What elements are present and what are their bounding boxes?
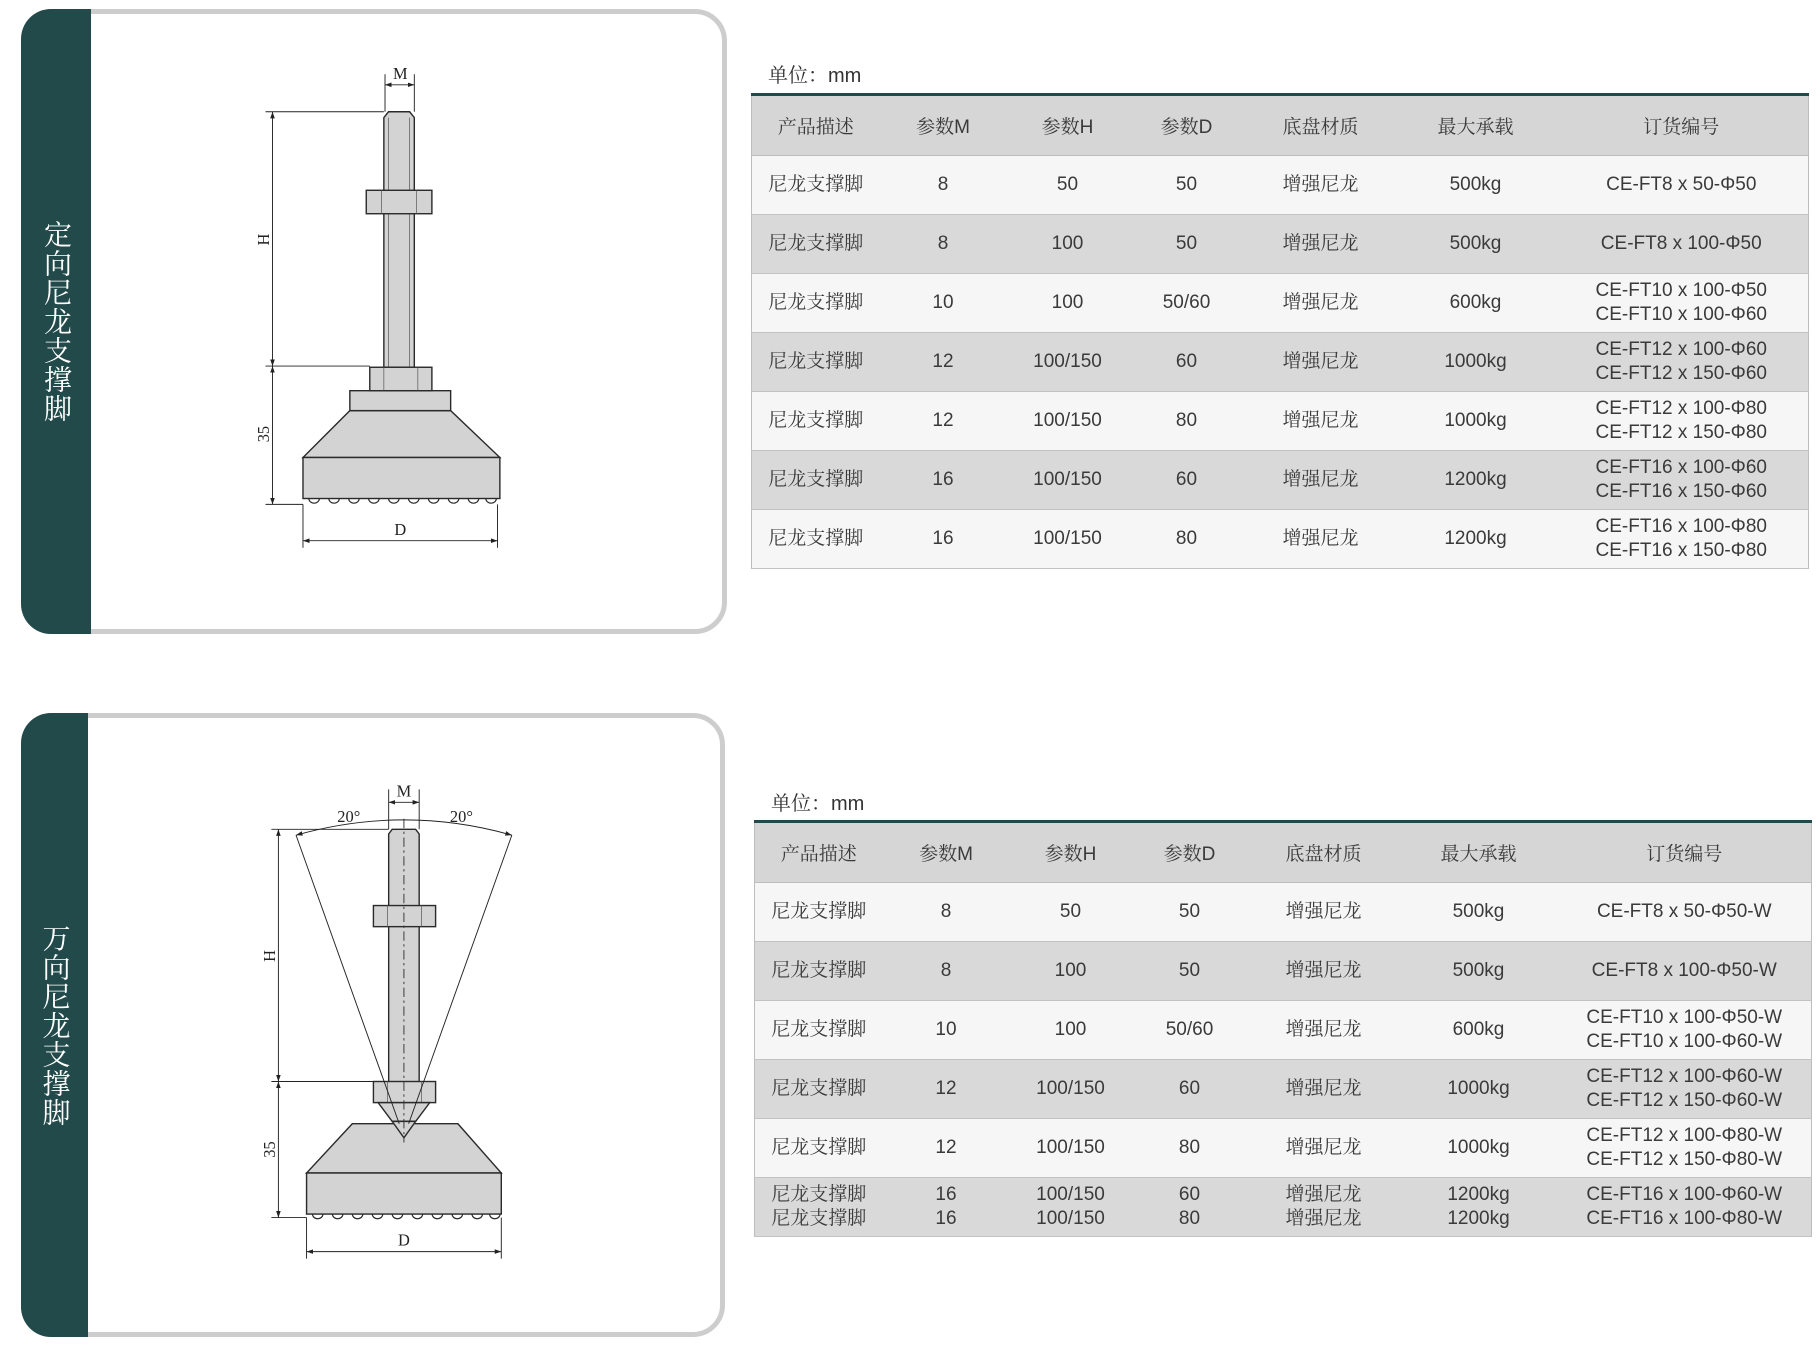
table-row [752, 392, 1809, 451]
cell-line: 1000kg [1447, 1137, 1510, 1158]
cell-line: CE-FT8 x 100-Φ50 [1600, 233, 1762, 254]
cell-product [755, 1178, 883, 1237]
cell-param-d [1129, 274, 1245, 333]
cell-param-m [880, 215, 1007, 274]
cell-line: 50 [1059, 901, 1082, 922]
cell-line: 8 [937, 233, 949, 254]
cell-line: 600kg [1449, 292, 1502, 313]
column-header-max-load: 最大承载 [1397, 95, 1555, 156]
cell-param-h [1010, 1119, 1132, 1178]
cell-line: CE-FT12 x 100-Φ80-W [1586, 1125, 1783, 1146]
cell-line: 8 [940, 960, 952, 981]
table-row [755, 1001, 1812, 1060]
dimension-35 [254, 366, 303, 504]
cell-param-h [1007, 392, 1129, 451]
washer [350, 391, 451, 411]
cell-line: 10 [935, 1019, 957, 1040]
spec-table-swivel [754, 820, 1812, 1237]
table-row [752, 274, 1809, 333]
cell-param-m [880, 451, 1007, 510]
cell-line: CE-FT12 x 150-Φ80 [1595, 422, 1767, 443]
cell-line: 100 [1051, 233, 1084, 254]
cell-line: 50 [1178, 901, 1201, 922]
cell-line: 16 [935, 1208, 957, 1229]
cell-param-m [883, 1178, 1010, 1237]
cell-param-h [1010, 883, 1132, 942]
cell-line: 500kg [1449, 233, 1502, 254]
cell-line: 增强尼龙 [1285, 1019, 1362, 1040]
cell-product [752, 510, 880, 569]
table-row [755, 883, 1812, 942]
cell-product [755, 1060, 883, 1119]
cell-line: 100/150 [1033, 410, 1102, 431]
cell-line: 600kg [1452, 1019, 1505, 1040]
cell-base-material [1245, 215, 1397, 274]
column-header-product: 产品描述 [752, 95, 880, 156]
unit-label: 单位：mm [771, 793, 865, 815]
cell-param-m [883, 1119, 1010, 1178]
cell-line: 尼龙支撑脚 [768, 469, 864, 490]
cell-line: 1000kg [1444, 351, 1507, 372]
cell-base-material [1248, 1119, 1400, 1178]
cell-line: 增强尼龙 [1282, 351, 1359, 372]
cell-param-m [883, 1001, 1010, 1060]
cell-line: CE-FT16 x 100-Φ60-W [1586, 1184, 1783, 1205]
cell-line: 50/60 [1162, 292, 1211, 313]
cell-line: CE-FT10 x 100-Φ60 [1595, 304, 1767, 325]
cell-base-material [1245, 156, 1397, 215]
cell-line: 尼龙支撑脚 [768, 528, 864, 549]
cell-line: 10 [932, 292, 954, 313]
cell-product [752, 156, 880, 215]
cell-line: 12 [935, 1137, 957, 1158]
side-strip [21, 713, 88, 1337]
cell-line: CE-FT12 x 150-Φ60 [1595, 363, 1767, 384]
column-header-param-h: 参数H [1007, 95, 1129, 156]
column-header-param-d: 参数D [1129, 95, 1245, 156]
cell-base-material [1248, 1178, 1400, 1237]
cell-line: 12 [935, 1078, 957, 1099]
cell-param-d [1132, 1001, 1248, 1060]
cell-order-code [1558, 883, 1812, 942]
column-header-order-code: 订货编号 [1558, 822, 1812, 883]
cell-param-h [1007, 274, 1129, 333]
cell-line: 500kg [1449, 174, 1502, 195]
unit-label: 单位：mm [768, 65, 862, 87]
side-title: 万向尼龙支撑脚 [39, 923, 71, 1127]
dimension-35 [260, 1082, 307, 1218]
column-header-base-material: 底盘材质 [1245, 95, 1397, 156]
table-row [752, 451, 1809, 510]
upper-nut [373, 906, 435, 927]
cell-line: CE-FT16 x 100-Φ80 [1595, 516, 1767, 537]
table-row [752, 333, 1809, 392]
table-row [755, 1119, 1812, 1178]
cell-line: 12 [932, 351, 954, 372]
table-row [755, 1060, 1812, 1119]
table-header-row [755, 822, 1812, 883]
cell-line: 尼龙支撑脚 [771, 1184, 867, 1205]
cell-product [752, 451, 880, 510]
cell-param-m [883, 942, 1010, 1001]
cell-line: 1000kg [1447, 1078, 1510, 1099]
cell-line: CE-FT8 x 50-Φ50 [1606, 174, 1757, 195]
cell-line: 1200kg [1447, 1208, 1510, 1229]
cell-param-m [880, 510, 1007, 569]
cell-max-load [1400, 1178, 1558, 1237]
cell-product [755, 1119, 883, 1178]
cell-line: 增强尼龙 [1282, 174, 1359, 195]
column-header-param-m: 参数M [883, 822, 1010, 883]
table-row [752, 510, 1809, 569]
cell-line: 增强尼龙 [1285, 1184, 1362, 1205]
base-block [307, 1173, 502, 1214]
cell-max-load [1397, 392, 1555, 451]
cell-line: 尼龙支撑脚 [771, 1208, 867, 1229]
dimension-label-h: H [259, 950, 279, 962]
cell-max-load [1400, 942, 1558, 1001]
cell-product [752, 333, 880, 392]
cell-line: 尼龙支撑脚 [768, 410, 864, 431]
column-header-max-load: 最大承载 [1400, 822, 1558, 883]
cell-line: 100 [1054, 960, 1087, 981]
lower-nut [373, 1082, 435, 1103]
cell-param-d [1129, 156, 1245, 215]
cell-param-d [1129, 333, 1245, 392]
cell-param-d [1132, 1119, 1248, 1178]
cell-max-load [1400, 883, 1558, 942]
dimension-h [254, 112, 384, 366]
column-header-param-m: 参数M [880, 95, 1007, 156]
dimension-label-d: D [397, 1230, 410, 1250]
cell-product [755, 883, 883, 942]
cell-line: 增强尼龙 [1285, 1078, 1362, 1099]
cell-line: 8 [937, 174, 949, 195]
table-row [755, 942, 1812, 1001]
cell-order-code [1555, 451, 1809, 510]
cell-line: 1200kg [1447, 1184, 1510, 1205]
cell-product [752, 274, 880, 333]
cell-line: 80 [1178, 1137, 1201, 1158]
column-header-param-h: 参数H [1010, 822, 1132, 883]
cell-max-load [1400, 1119, 1558, 1178]
dimension-h [260, 829, 389, 1081]
column-header-order-code: 订货编号 [1555, 95, 1809, 156]
cell-line: 尼龙支撑脚 [771, 1019, 867, 1040]
cell-line: CE-FT8 x 100-Φ50-W [1591, 960, 1777, 981]
cell-param-m [880, 392, 1007, 451]
cell-max-load [1400, 1001, 1558, 1060]
cell-base-material [1245, 392, 1397, 451]
cell-param-m [883, 883, 1010, 942]
cell-line: 16 [932, 469, 954, 490]
spec-table-fixed [751, 93, 1809, 569]
cell-base-material [1248, 942, 1400, 1001]
angle-label-left: 20° [337, 807, 361, 827]
column-header-product: 产品描述 [755, 822, 883, 883]
cell-line: 16 [932, 528, 954, 549]
cell-line: 80 [1175, 528, 1198, 549]
cell-line: 100 [1051, 292, 1084, 313]
cell-base-material [1248, 1001, 1400, 1060]
cell-line: 增强尼龙 [1285, 1137, 1362, 1158]
cell-line: CE-FT10 x 100-Φ60-W [1586, 1031, 1783, 1052]
cell-line: 8 [940, 901, 952, 922]
cell-line: 增强尼龙 [1282, 233, 1359, 254]
table-header-row [752, 95, 1809, 156]
cell-line: 尼龙支撑脚 [768, 233, 864, 254]
cell-order-code [1558, 942, 1812, 1001]
cell-line: 增强尼龙 [1285, 901, 1362, 922]
cell-line: 80 [1175, 410, 1198, 431]
cell-base-material [1245, 510, 1397, 569]
cell-order-code [1555, 392, 1809, 451]
dimension-label-m: M [396, 781, 412, 801]
cell-order-code [1555, 510, 1809, 569]
cell-order-code [1555, 156, 1809, 215]
cell-line: 50/60 [1165, 1019, 1214, 1040]
cell-line: 500kg [1452, 901, 1505, 922]
side-strip [21, 9, 91, 634]
dimension-d [303, 504, 498, 547]
cell-base-material [1245, 333, 1397, 392]
cell-line: CE-FT12 x 100-Φ60-W [1586, 1066, 1783, 1087]
dimension-label-35: 35 [253, 425, 273, 443]
cell-line: 80 [1178, 1208, 1201, 1229]
dimension-label-d: D [394, 519, 407, 539]
cell-param-m [880, 333, 1007, 392]
cell-param-h [1010, 942, 1132, 1001]
cell-line: CE-FT16 x 100-Φ60 [1595, 457, 1767, 478]
column-header-base-material: 底盘材质 [1248, 822, 1400, 883]
cell-param-h [1007, 215, 1129, 274]
cell-product [755, 1001, 883, 1060]
cell-param-m [880, 274, 1007, 333]
cell-order-code [1555, 215, 1809, 274]
cell-param-h [1010, 1001, 1132, 1060]
cell-order-code [1558, 1119, 1812, 1178]
cell-param-h [1007, 451, 1129, 510]
cell-product [752, 392, 880, 451]
cell-line: CE-FT10 x 100-Φ50-W [1586, 1007, 1783, 1028]
cell-line: 尼龙支撑脚 [771, 1137, 867, 1158]
cell-max-load [1397, 451, 1555, 510]
cell-line: 60 [1178, 1078, 1201, 1099]
cell-line: 60 [1175, 351, 1198, 372]
cell-param-m [880, 156, 1007, 215]
cell-line: 增强尼龙 [1282, 528, 1359, 549]
cell-line: 1200kg [1444, 528, 1507, 549]
cell-line: 尼龙支撑脚 [768, 351, 864, 372]
cell-line: 100/150 [1033, 351, 1102, 372]
cell-line: 16 [935, 1184, 957, 1205]
dimension-label-35: 35 [259, 1141, 279, 1158]
dimension-label-h: H [253, 233, 273, 246]
cell-line: CE-FT12 x 100-Φ80 [1595, 398, 1767, 419]
cell-line: 100/150 [1036, 1078, 1105, 1099]
cell-line: CE-FT16 x 150-Φ80 [1595, 540, 1767, 561]
cell-param-d [1129, 392, 1245, 451]
cell-line: 50 [1178, 960, 1201, 981]
cell-line: CE-FT16 x 100-Φ80-W [1586, 1208, 1783, 1229]
dimension-m [385, 64, 414, 112]
cell-max-load [1397, 333, 1555, 392]
cell-line: 50 [1175, 233, 1198, 254]
cell-param-h [1007, 156, 1129, 215]
cell-line: CE-FT16 x 150-Φ60 [1595, 481, 1767, 502]
cell-line: CE-FT8 x 50-Φ50-W [1596, 901, 1772, 922]
cell-line: 100/150 [1033, 469, 1102, 490]
cell-line: 1200kg [1444, 469, 1507, 490]
column-header-param-d: 参数D [1132, 822, 1248, 883]
cell-line: CE-FT10 x 100-Φ50 [1595, 280, 1767, 301]
cell-line: 100/150 [1036, 1184, 1105, 1205]
table-row [752, 156, 1809, 215]
cell-param-d [1129, 451, 1245, 510]
cell-order-code [1558, 1001, 1812, 1060]
cell-param-d [1132, 1178, 1248, 1237]
cell-max-load [1400, 1060, 1558, 1119]
cell-param-d [1129, 510, 1245, 569]
dimension-d [307, 1218, 502, 1259]
angle-label-right: 20° [449, 807, 473, 827]
cell-line: 增强尼龙 [1282, 469, 1359, 490]
side-title: 定向尼龙支撑脚 [41, 220, 72, 423]
cell-max-load [1397, 510, 1555, 569]
cell-line: 尼龙支撑脚 [771, 1078, 867, 1099]
cell-max-load [1397, 156, 1555, 215]
cell-param-d [1129, 215, 1245, 274]
cell-line: 尼龙支撑脚 [771, 901, 867, 922]
cell-order-code [1555, 274, 1809, 333]
lower-nut [370, 367, 432, 390]
cell-param-h [1010, 1178, 1132, 1237]
cell-line: 50 [1175, 174, 1198, 195]
cell-product [755, 942, 883, 1001]
cell-product [752, 215, 880, 274]
cell-order-code [1558, 1060, 1812, 1119]
table-row [755, 1178, 1812, 1237]
cell-param-m [883, 1060, 1010, 1119]
cell-line: 尼龙支撑脚 [768, 174, 864, 195]
cell-base-material [1248, 883, 1400, 942]
cell-param-d [1132, 883, 1248, 942]
cell-line: 100/150 [1036, 1208, 1105, 1229]
cell-param-h [1007, 510, 1129, 569]
cell-line: 增强尼龙 [1285, 1208, 1362, 1229]
cell-max-load [1397, 274, 1555, 333]
cell-line: 60 [1178, 1184, 1201, 1205]
technical-drawing-fixed-foot [235, 59, 528, 563]
cell-order-code [1555, 333, 1809, 392]
base-pads [309, 499, 497, 504]
cell-line: 尼龙支撑脚 [768, 292, 864, 313]
cell-order-code [1558, 1178, 1812, 1237]
cell-line: 增强尼龙 [1285, 960, 1362, 981]
technical-drawing-swivel-foot [235, 774, 540, 1267]
cell-line: 尼龙支撑脚 [771, 960, 867, 981]
cell-base-material [1245, 274, 1397, 333]
cell-line: CE-FT12 x 100-Φ60 [1595, 339, 1767, 360]
cell-line: 100/150 [1033, 528, 1102, 549]
cell-param-d [1132, 942, 1248, 1001]
cell-base-material [1245, 451, 1397, 510]
cell-base-material [1248, 1060, 1400, 1119]
cell-line: 增强尼龙 [1282, 292, 1359, 313]
cell-max-load [1397, 215, 1555, 274]
cell-param-d [1132, 1060, 1248, 1119]
cell-line: 50 [1056, 174, 1079, 195]
base-block [303, 458, 500, 499]
upper-nut [366, 190, 432, 213]
cell-line: 60 [1175, 469, 1198, 490]
cell-line: CE-FT12 x 150-Φ60-W [1586, 1090, 1783, 1111]
cell-param-h [1010, 1060, 1132, 1119]
cell-line: CE-FT12 x 150-Φ80-W [1586, 1149, 1783, 1170]
cell-line: 12 [932, 410, 954, 431]
dimension-label-m: M [392, 63, 408, 83]
base-cone [303, 411, 500, 458]
cell-line: 1000kg [1444, 410, 1507, 431]
cell-line: 增强尼龙 [1282, 410, 1359, 431]
cell-param-h [1007, 333, 1129, 392]
cell-line: 500kg [1452, 960, 1505, 981]
table-row [752, 215, 1809, 274]
cell-line: 100/150 [1036, 1137, 1105, 1158]
cell-line: 100 [1054, 1019, 1087, 1040]
